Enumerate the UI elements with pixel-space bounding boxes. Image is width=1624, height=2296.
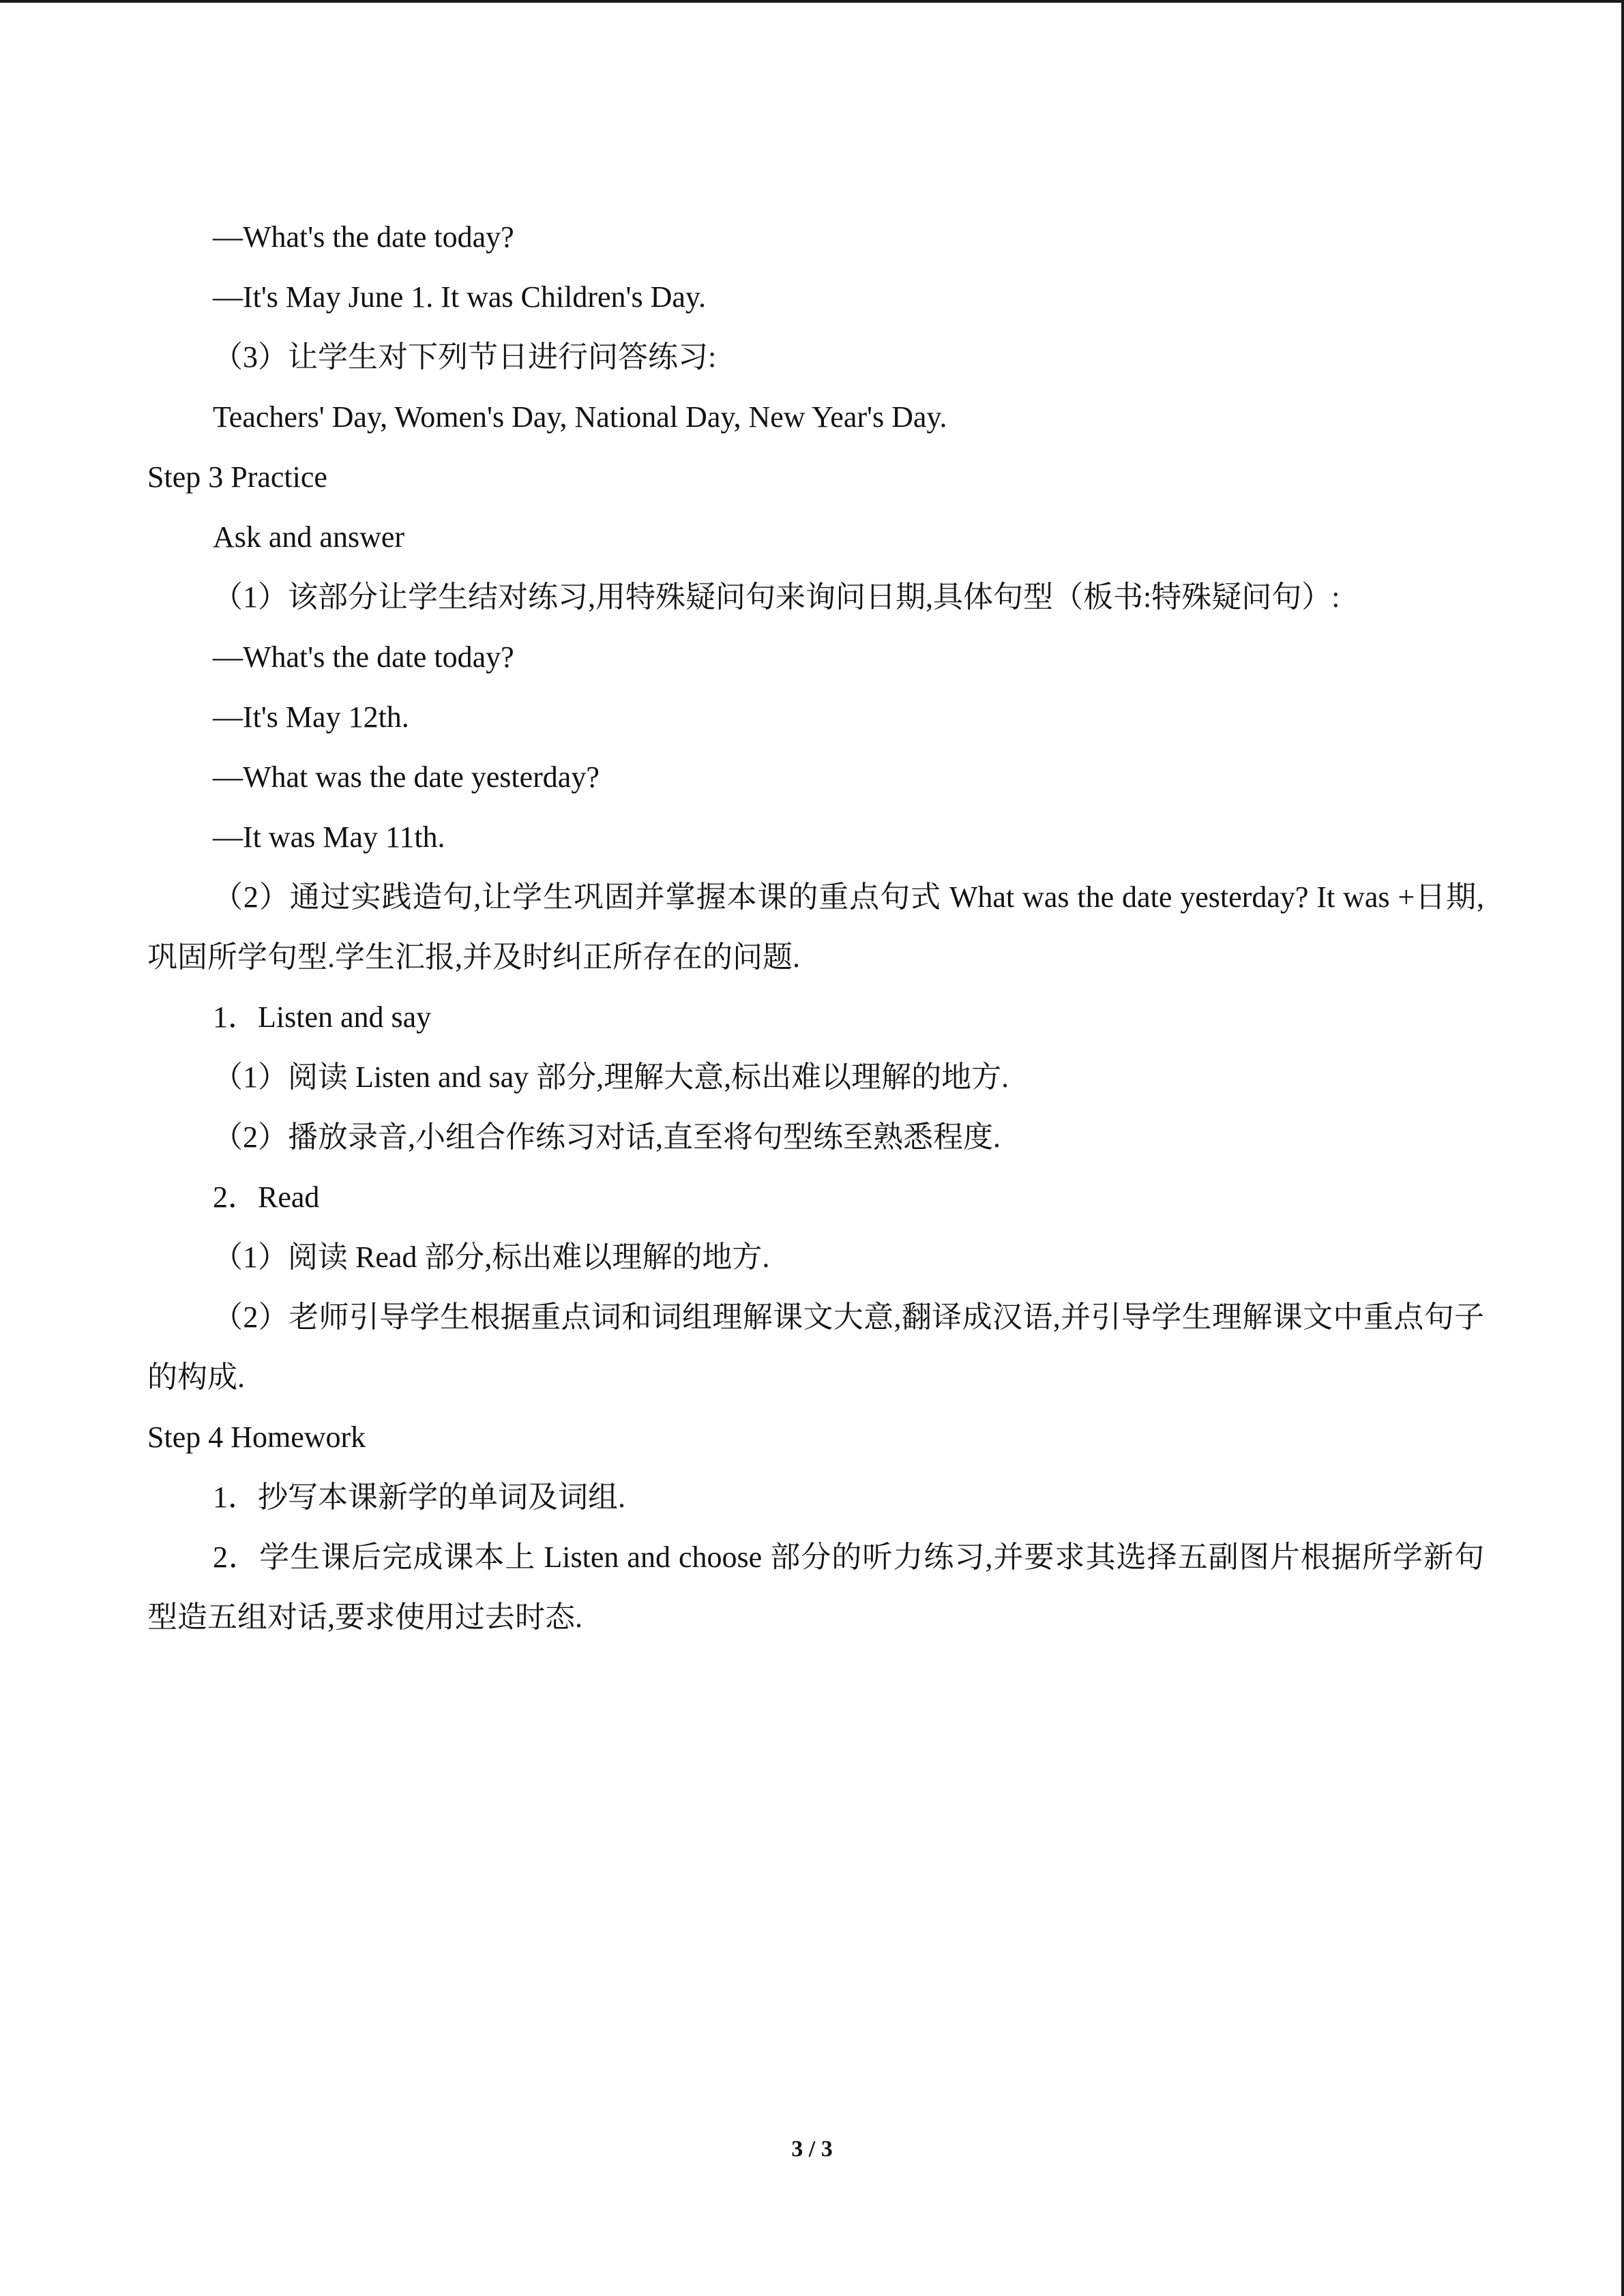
instruction-line: （3）让学生对下列节日进行问答练习: (213, 340, 717, 374)
instruction-line: （1）阅读 Listen and say 部分,理解大意,标出难以理解的地方. (213, 1060, 1009, 1094)
page-number: 3 / 3 (791, 2136, 833, 2162)
dialogue-line: —What was the date yesterday? (213, 760, 600, 794)
numbered-item: 2．Read (213, 1180, 320, 1214)
holiday-list: Teachers' Day, Women's Day, National Day, New Year's Day. (213, 400, 947, 434)
paragraph: （2）老师引导学生根据重点词和词组理解课文大意,翻译成汉语,并引导学生理解课文中重点句子的构成. (147, 1300, 1484, 1394)
dialogue-line: —It's May June 1. It was Children's Day. (213, 280, 707, 314)
instruction-line: （2）播放录音,小组合作练习对话,直至将句型练至熟悉程度. (213, 1120, 1001, 1154)
numbered-item: 1．Listen and say (213, 1000, 432, 1034)
step-heading: Step 4 Homework (147, 1420, 366, 1454)
document-body (147, 207, 1484, 1648)
dialogue-line: —What's the date today? (213, 220, 514, 254)
dialogue-line: —It's May 12th. (213, 700, 409, 734)
dialogue-line: —It was May 11th. (213, 820, 445, 854)
paragraph: （2）通过实践造句,让学生巩固并掌握本课的重点句式 What was the date yesterday? It was +日期,巩固所学句型.学生汇报,并及时纠正所存在的问题. (147, 880, 1484, 974)
subheading: Ask and answer (213, 520, 405, 554)
instruction-line: （1）阅读 Read 部分,标出难以理解的地方. (213, 1240, 770, 1274)
numbered-item: 1．抄写本课新学的单词及词组. (213, 1480, 625, 1514)
dialogue-line: —What's the date today? (213, 640, 514, 674)
instruction-line: （1）该部分让学生结对练习,用特殊疑问句来询问日期,具体句型（板书:特殊疑问句）: (213, 580, 1340, 614)
step-heading: Step 3 Practice (147, 460, 327, 494)
paragraph: 2．学生课后完成课本上 Listen and choose 部分的听力练习,并要求其选择五副图片根据所学新句型造五组对话,要求使用过去时态. (147, 1540, 1484, 1634)
